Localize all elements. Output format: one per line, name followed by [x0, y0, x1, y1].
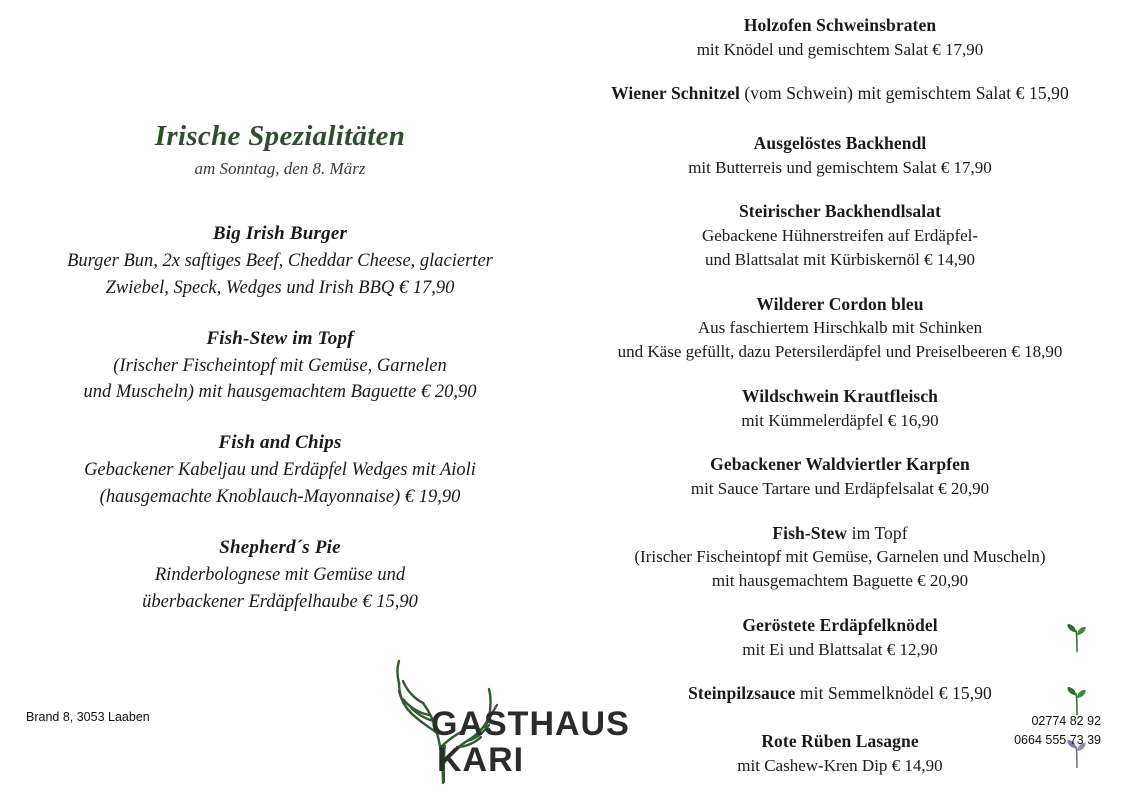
menu-item-desc: Zwiebel, Speck, Wedges und Irish BBQ € 17,90 — [105, 277, 455, 298]
footer-phone — [1014, 712, 1101, 750]
menu-item-desc: Gebackener Kabeljau und Erdäpfel Wedges mit Aioli — [84, 460, 476, 481]
menu-item-desc: und Käse gefüllt, dazu Petersilerdäpfel und Preiselbeeren € 18,90 — [617, 342, 1063, 362]
menu-item — [0, 223, 560, 302]
menu-item-desc: mit Knödel und gemischtem Salat € 17,90 — [696, 39, 984, 59]
menu-item-desc: mit Kümmelerdäpfel € 16,90 — [741, 410, 939, 430]
menu-item-name-bold: Wiener Schnitzel — [611, 83, 740, 104]
menu-item-name-suffix: (vom Schwein) mit gemischtem Salat € 15,90 — [739, 83, 1069, 104]
vegetarian-icon — [1064, 623, 1090, 653]
menu-item-desc: mit Cashew-Kren Dip € 14,90 — [737, 755, 943, 775]
menu-item-name-suffix: im Topf — [847, 522, 908, 543]
menu-item-desc: und Muscheln) mit hausgemachtem Baguette € 20,90 — [83, 382, 477, 403]
menu-item-desc: Rinderbolognese mit Gemüse und — [154, 564, 406, 585]
menu-item — [560, 682, 1120, 706]
menu-item-desc: überbackener Erdäpfelhaube € 15,90 — [142, 591, 418, 612]
menu-item — [560, 453, 1120, 500]
menu-item — [560, 522, 1120, 593]
section-title: Irische Spezialitäten — [154, 120, 406, 152]
logo-text — [431, 707, 630, 778]
menu-item — [560, 132, 1120, 179]
menu-item-name-bold: Fish-Stew — [772, 522, 848, 543]
menu-item — [560, 82, 1120, 106]
menu-item — [0, 432, 560, 511]
irish-specials-section — [0, 120, 560, 642]
footer-address: Brand 8, 3053 Laaben — [26, 710, 150, 724]
menu-item-name-suffix: mit Semmelknödel € 15,90 — [795, 683, 992, 704]
menu-item — [560, 614, 1120, 661]
menu-item-name: Shepherd´s Pie — [219, 536, 341, 558]
section-subtitle: am Sonntag, den 8. März — [194, 159, 366, 178]
menu-item — [560, 14, 1120, 61]
footer-phone-2: 0664 555 73 39 — [1014, 732, 1101, 747]
menu-item — [560, 293, 1120, 364]
menu-item — [0, 537, 560, 616]
menu-item-desc: Gebackene Hühnerstreifen auf Erdäpfel- — [701, 226, 979, 246]
menu-item-name: Ausgelöstes Backhendl — [753, 133, 927, 154]
footer-phone-1: 02774 82 92 — [1031, 714, 1101, 728]
menu-item-name: Wilderer Cordon bleu — [756, 293, 924, 314]
menu-item-name — [560, 522, 1120, 546]
menu-item-desc: (Irischer Fischeintopf mit Gemüse, Garnelen und Muscheln) — [634, 547, 1046, 567]
logo-line-1: GASTHAUS — [431, 705, 630, 743]
menu-item-name: Geröstete Erdäpfelknödel — [742, 614, 938, 635]
menu-item-desc: Burger Bun, 2x saftiges Beef, Cheddar Cheese, glacierter — [67, 251, 493, 271]
menu-item-name: Fish-Stew im Topf — [206, 327, 354, 349]
menu-item-name: Holzofen Schweinsbraten — [743, 15, 937, 35]
menu-item — [560, 385, 1120, 432]
menu-item-desc: mit hausgemachtem Baguette € 20,90 — [711, 571, 969, 591]
menu-item — [560, 200, 1120, 271]
menu-item — [0, 328, 560, 407]
menu-item-name: Steirischer Backhendlsalat — [738, 201, 942, 222]
menu-item-desc: Aus faschiertem Hirschkalb mit Schinken — [697, 318, 983, 338]
menu-item-name: Rote Rüben Lasagne — [761, 731, 919, 752]
menu-item-name — [560, 682, 1120, 706]
menu-item-desc: mit Ei und Blattsalat € 12,90 — [742, 639, 938, 659]
menu-item-desc: mit Butterreis und gemischtem Salat € 17,90 — [688, 157, 992, 177]
menu-item-name — [560, 82, 1120, 106]
main-dishes-section — [560, 14, 1120, 798]
menu-item-desc: mit Sauce Tartare und Erdäpfelsalat € 20,90 — [690, 478, 990, 498]
menu-item-name: Wildschwein Krautfleisch — [741, 385, 939, 406]
menu-item-desc: und Blattsalat mit Kürbiskernöl € 14,90 — [704, 249, 976, 269]
gasthaus-logo — [385, 655, 630, 790]
menu-item-name-bold: Steinpilzsauce — [688, 683, 796, 704]
logo-line-2: KARI — [437, 740, 525, 779]
menu-item-name: Gebackener Waldviertler Karpfen — [710, 454, 970, 475]
menu-item-desc: (Irischer Fischeintopf mit Gemüse, Garnelen — [113, 355, 447, 376]
menu-item-name: Fish and Chips — [218, 432, 342, 454]
menu-item-desc: (hausgemachte Knoblauch-Mayonnaise) € 19,90 — [99, 487, 461, 508]
menu-item-name: Big Irish Burger — [212, 223, 348, 244]
